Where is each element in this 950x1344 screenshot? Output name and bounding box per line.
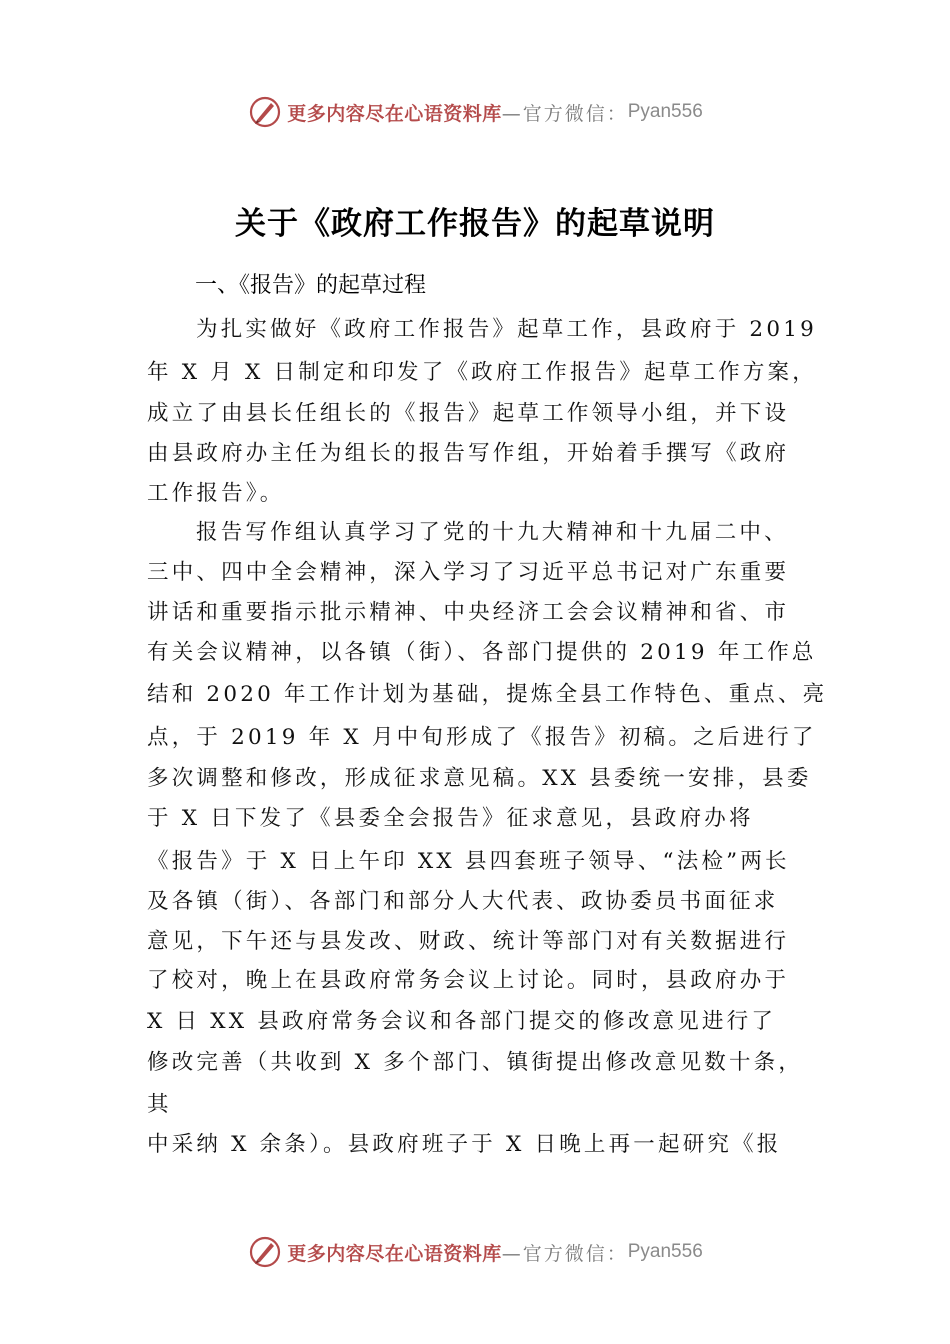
banner-wechat-id: Pyan556 xyxy=(627,101,703,122)
body-line: 年 X 月 X 日制定和印发了《政府工作报告》起草工作方案， xyxy=(147,360,817,385)
pen-logo-icon xyxy=(247,1234,283,1270)
body-line: 有关会议精神，以各镇（街）、各部门提供的 2019 年工作总 xyxy=(147,640,817,665)
body-line: 由县政府办主任为组长的报告写作组，开始着手撰写《政府 xyxy=(147,441,790,466)
body-line: 及各镇（街）、各部门和部分人大代表、政协委员书面征求 xyxy=(147,889,779,914)
body-line: 意见，下午还与县发改、财政、统计等部门对有关数据进行 xyxy=(147,929,790,954)
body-line: 中采纳 X 余条）。县政府班子于 X 日晚上再一起研究《报 xyxy=(147,1132,782,1157)
body-line: X 日 XX 县政府常务会议和各部门提交的修改意见进行了 xyxy=(147,1009,777,1034)
body-line: 修改完善（共收到 X 多个部门、镇街提出修改意见数十条， xyxy=(147,1050,804,1075)
section-heading: 一、《报告》的起草过程 xyxy=(195,273,427,298)
page-title: 关于《政府工作报告》的起草说明 xyxy=(235,206,715,242)
body-line: 成立了由县长任组长的《报告》起草工作领导小组，并下设 xyxy=(147,401,790,426)
banner-red-text: 更多内容尽在心语资料库 xyxy=(287,102,502,125)
banner-gray-text: —官方微信： xyxy=(501,1242,628,1265)
body-line: 讲话和重要指示批示精神、中央经济工会会议精神和省、市 xyxy=(147,600,790,625)
body-line: 为扎实做好《政府工作报告》起草工作，县政府于 2019 xyxy=(196,317,817,342)
body-line: 结和 2020 年工作计划为基础，提炼全县工作特色、重点、亮 xyxy=(147,682,828,707)
body-line: 《报告》于 X 日上午印 XX 县四套班子领导、“法检”两长 xyxy=(147,849,790,874)
body-line: 其 xyxy=(147,1092,172,1117)
banner-red-text: 更多内容尽在心语资料库 xyxy=(287,1242,502,1265)
body-line: 工作报告》。 xyxy=(147,481,285,506)
pen-logo-icon xyxy=(247,94,283,130)
banner-wechat-id: Pyan556 xyxy=(627,1241,703,1262)
body-line: 多次调整和修改，形成征求意见稿。XX 县委统一安排，县委 xyxy=(147,766,812,791)
body-line: 于 X 日下发了《县委全会报告》征求意见，县政府办将 xyxy=(147,806,754,831)
body-line: 了校对，晚上在县政府常务会议上讨论。同时，县政府办于 xyxy=(147,968,790,993)
header-banner xyxy=(0,92,950,132)
body-line: 报告写作组认真学习了党的十九大精神和十九届二中、 xyxy=(196,520,789,545)
banner-gray-text: —官方微信： xyxy=(501,102,628,125)
body-line: 点，于 2019 年 X 月中旬形成了《报告》初稿。之后进行了 xyxy=(147,725,817,750)
body-line: 三中、四中全会精神，深入学习了习近平总书记对广东重要 xyxy=(147,560,790,585)
footer-banner xyxy=(0,1232,950,1272)
